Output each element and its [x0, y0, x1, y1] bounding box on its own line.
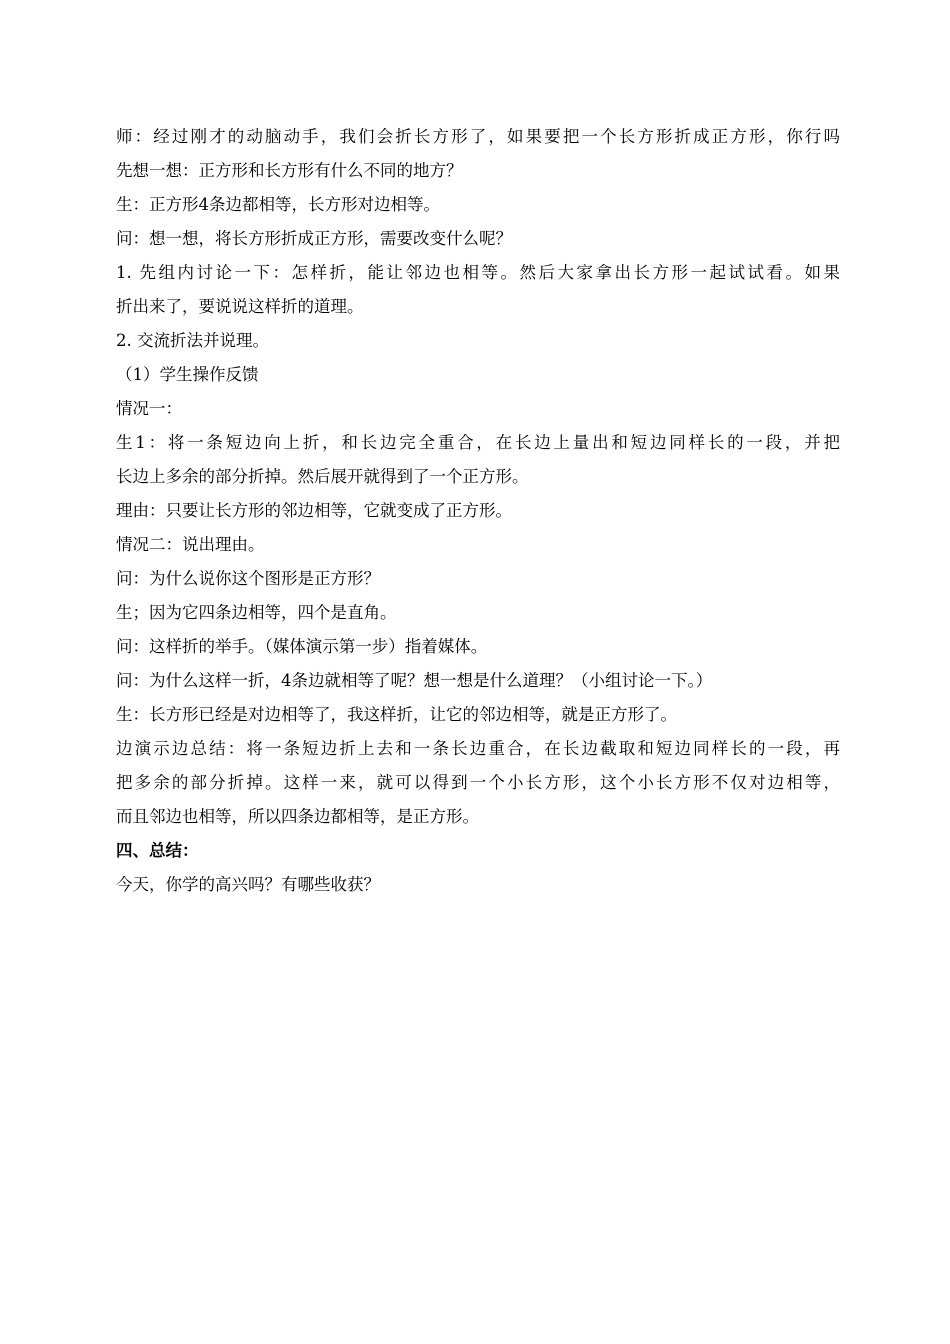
paragraph-line: 生；因为它四条边相等，四个是直角。: [116, 603, 397, 622]
paragraph-line: 情况一：: [116, 399, 182, 418]
paragraph-line: （1）学生操作反馈: [116, 365, 259, 384]
paragraph-line: 而且邻边也相等，所以四条边都相等，是正方形。: [116, 807, 479, 826]
paragraph-line: 1. 先组内讨论一下：怎样折，能让邻边也相等。然后大家拿出长方形一起试试看。如果: [116, 263, 840, 282]
paragraph-line: 理由：只要让长方形的邻边相等，它就变成了正方形。: [116, 501, 512, 520]
document-page: [116, 120, 840, 902]
paragraph-line: 师：经过刚才的动脑动手，我们会折长方形了，如果要把一个长方形折成正方形，你行吗: [116, 127, 840, 146]
paragraph-line: 先想一想：正方形和长方形有什么不同的地方？: [116, 161, 463, 180]
paragraph-line: 折出来了，要说说这样折的道理。: [116, 297, 364, 316]
section-heading: 四、总结：: [116, 841, 199, 860]
paragraph-line: 生1：将一条短边向上折，和长边完全重合，在长边上量出和短边同样长的一段，并把: [116, 433, 840, 452]
paragraph-line: 2. 交流折法并说理。: [116, 331, 269, 350]
paragraph-line: 问：这样折的举手。（媒体演示第一步）指着媒体。: [116, 637, 488, 656]
paragraph-line: 生：正方形4条边都相等，长方形对边相等。: [116, 195, 440, 214]
paragraph-line: 今天，你学的高兴吗？有哪些收获？: [116, 875, 380, 894]
paragraph-line: 情况二：说出理由。: [116, 535, 265, 554]
paragraph-line: 把多余的部分折掉。这样一来，就可以得到一个小长方形，这个小长方形不仅对边相等，: [116, 773, 840, 792]
paragraph-line: 问：为什么这样一折，4条边就相等了呢？想一想是什么道理？（小组讨论一下。）: [116, 671, 713, 690]
paragraph-line: 生：长方形已经是对边相等了，我这样折，让它的邻边相等，就是正方形了。: [116, 705, 677, 724]
paragraph-line: 边演示边总结：将一条短边折上去和一条长边重合，在长边截取和短边同样长的一段，再: [116, 739, 840, 758]
paragraph-line: 问：为什么说你这个图形是正方形？: [116, 569, 380, 588]
paragraph-line: 问：想一想，将长方形折成正方形，需要改变什么呢？: [116, 229, 512, 248]
paragraph-line: 长边上多余的部分折掉。然后展开就得到了一个正方形。: [116, 467, 529, 486]
